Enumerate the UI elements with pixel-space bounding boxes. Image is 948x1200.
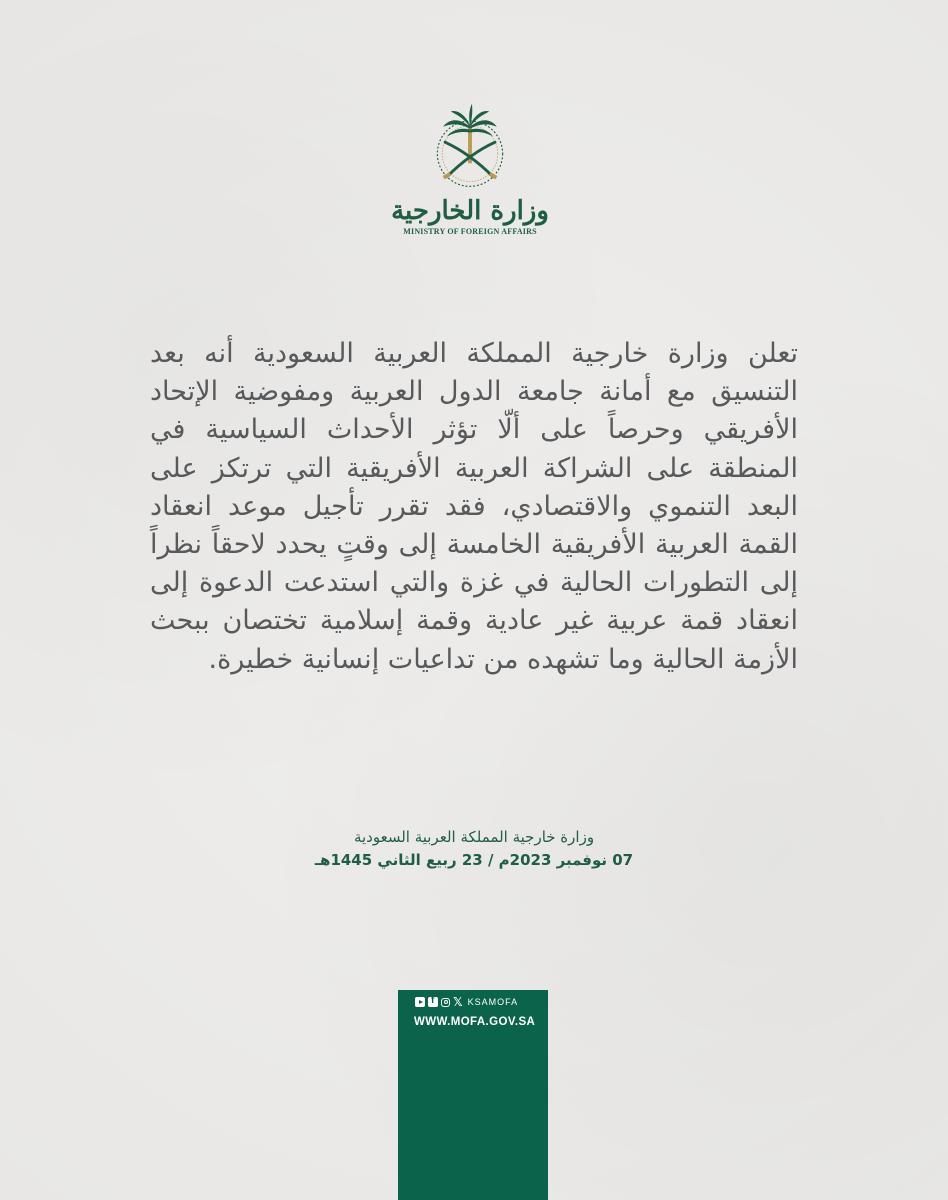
facebook-icon[interactable] [428,997,438,1007]
ministry-name-english: MINISTRY OF FOREIGN AFFAIRS [403,227,537,236]
social-links [415,997,518,1007]
statement-text: تعلن وزارة خارجية المملكة العربية السعودية أنه بعد التنسيق مع أمانة جامعة الدول العربية ومفوضية الإتحاد الأفريقي وحرصاً على ألّا تؤثر الأحداث السياسية في المنطقة على الشراكة العربية الأفريقية التي ترتكز على البعد التنموي والاقتصادي، فقد تقرر تأجيل موعد انعقاد القمة العربية الأفريقية الخامسة إلى وقتٍ يحدد لاحقاً نظراً إلى التطورات الحالية في غزة والتي استدعت الدعوة إلى انعقاد قمة عربية غير عادية وقمة إسلامية تختصان ببحث الأزمة الحالية وما تشهده من تداعيات إنسانية خطيرة. [150,338,798,675]
x-icon[interactable]: 𝕏 [453,995,463,1009]
saudi-emblem-icon [422,98,518,194]
signature-date: 07 نوفمبر 2023م / 23 ربيع الثاني 1445هـ [314,851,634,869]
ministry-logo [391,98,549,238]
social-handle[interactable]: KSAMOFA [467,997,519,1007]
signature-name: وزارة خارجية المملكة العربية السعودية [353,828,595,846]
footer-contact-box [398,990,548,1200]
instagram-icon[interactable] [441,998,450,1007]
youtube-icon[interactable] [415,997,425,1007]
ministry-name-arabic: وزارة الخارجية [391,196,549,226]
website-link[interactable]: WWW.MOFA.GOV.SA [414,1016,536,1028]
signature-block [300,826,648,872]
